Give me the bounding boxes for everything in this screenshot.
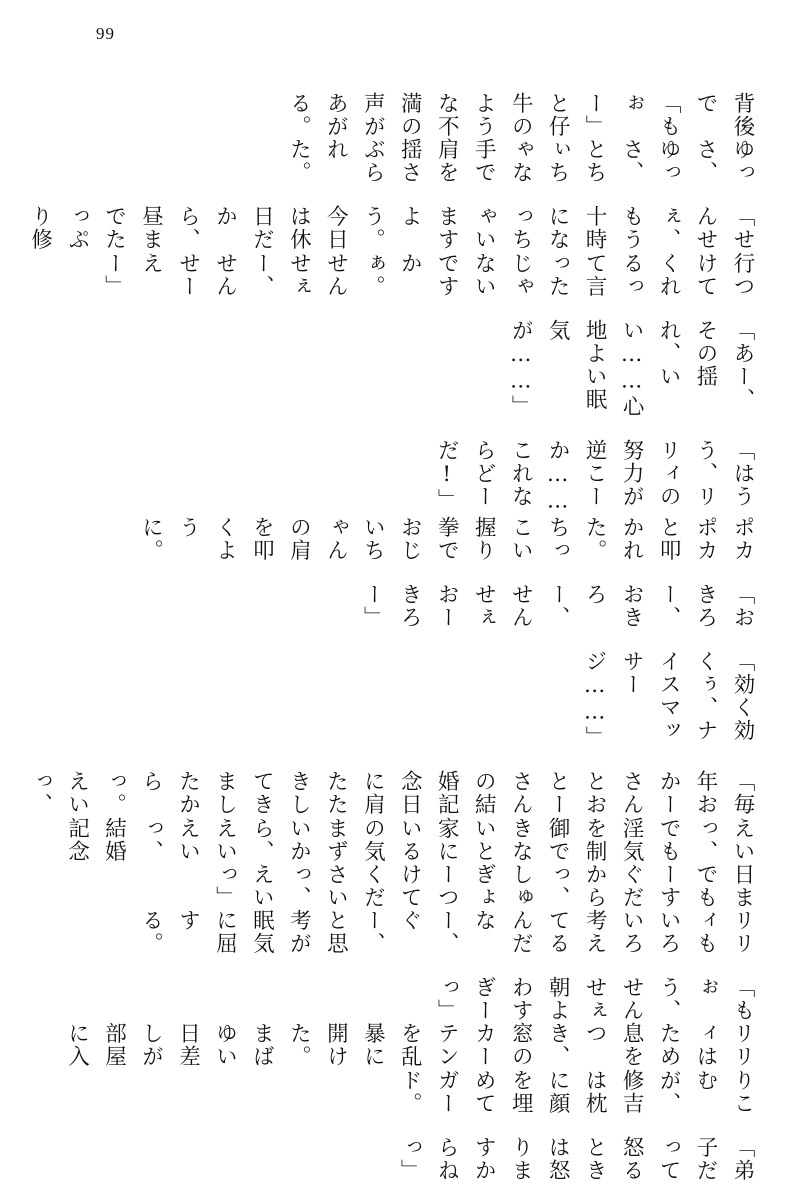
text-line: 背後で「もぉー」と仔牛のような不満の声があがる。 [286,92,755,139]
text-line: 「はうう、リリィの努力が逆こーか……これならどーだ!」 [434,439,755,516]
text-line: 「あー、その揺れ、いい……心地よい眠気が……」 [508,318,755,419]
text-line: ポカポカと叩かれた。ちっこい握り拳でおじいちゃんの肩を叩くように。 [138,515,755,562]
text-line: 「せんせぇ、もう十時になっちゃいますよう。今日は休日だから、昼までたっぷり修 [27,205,755,252]
text-line: リリィはため息をつき、窓のカーテンを乱暴に開けた。まばゆい日差しが部屋に入 [64,1022,755,1069]
text-line: 日までもーすぐだからっ、しゅぎょーつけてくださいっ、えいっ」 [212,862,755,909]
text-line: リリィもいろいろ考えてるんだなー、ぐー、と思考が眠気に屈する。 [138,908,755,956]
vertical-text-body [27,92,760,1182]
text-line: 「もぉう、せんせぇ朝よわすぎーっ」 [434,976,755,1023]
text-line: 行つけてくれるって言ったじゃないですかぁ。せんせぇー、せんせーえー」 [101,251,755,298]
page-number: 99 [96,24,115,43]
text-line: 「効く効くぅ、ナイスマッサージ……」 [582,649,755,750]
text-line: えいっ、でも淫気を制御できないと家にいるの気まずいから、えいえいっ、結婚記念 [64,816,755,863]
text-line: りこむが、修吉は枕に顔を埋めてガード。 [397,1068,755,1115]
text-line: 「おきろー、おきろー、せんせぇおーきろー」 [360,582,755,629]
text-line: 「弟子だって怒るときは怒りますからねっ」 [397,1135,755,1182]
text-line: ゆっさ、ゆっさ、とちぃちゃな手で肩を揺さぶられた。 [286,138,755,185]
text-line: 「毎年おかーさんとおとーさんの結婚記念日に肩たたきしてきましたからっ。えいっ、 [27,770,755,817]
